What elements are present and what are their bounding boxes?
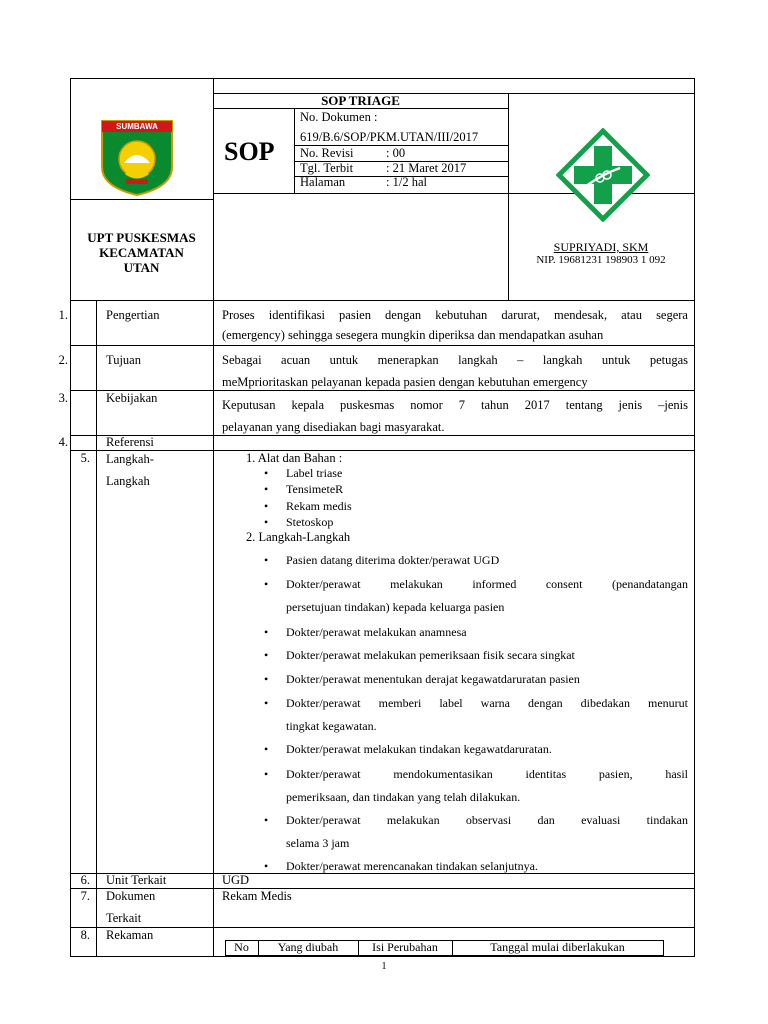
tujuan-line-2: meMprioritaskan pelayanan kepada pasien dengan kebutuhan emergency	[222, 375, 588, 389]
dokumen-terkait-label-1: Dokumen	[106, 889, 156, 903]
pengertian-line-1: Proses identifikasi pasien dengan kebutuhan darurat, mendesak, atau segera	[222, 308, 688, 322]
org-name-1: UPT PUSKESMAS	[87, 230, 196, 245]
step-item: • Pasien datang diterima dokter/perawat UGD	[286, 552, 499, 568]
revisi-value: : 00	[386, 146, 406, 160]
step-item: • Dokter/perawat melakukan observasi dan evaluasi tindakan	[286, 812, 688, 828]
step-item: • Dokter/perawat mendokumentasikan identitas pasien, hasil	[286, 766, 688, 782]
step-item-continued: persetujuan tindakan) kepada keluarga pasien	[286, 600, 505, 614]
step-item: • Dokter/perawat melakukan informed consent (penandatangan	[286, 576, 688, 592]
unit-terkait-label: Unit Terkait	[106, 873, 167, 887]
halaman-label: Halaman	[300, 175, 346, 189]
rekaman-col-tanggal: Tanggal mulai diberlakukan	[490, 940, 625, 954]
halaman-value: : 1/2 hal	[386, 175, 427, 189]
row-number: 3.	[58, 391, 68, 405]
sop-title: SOP TRIAGE	[321, 93, 400, 108]
doc-no-label: No. Dokumen :	[300, 110, 378, 124]
page-number: 1	[381, 961, 387, 972]
row-number: 5.	[80, 451, 90, 465]
row-number: 1.	[58, 308, 68, 322]
tujuan-line-1: Sebagai acuan untuk menerapkan langkah – langkah untuk petugas	[222, 353, 688, 367]
dokumen-terkait-label-2: Terkait	[106, 911, 142, 925]
step-item-continued: tingkat kegawatan.	[286, 719, 377, 733]
row-number: 2.	[58, 353, 68, 367]
step-item: • Dokter/perawat merencanakan tindakan selanjutnya.	[286, 858, 538, 874]
langkah-label-1: Langkah-	[106, 452, 154, 466]
tool-item: • Rekam medis	[286, 498, 352, 514]
revisi-label: No. Revisi	[300, 146, 354, 160]
pengertian-line-2: (emergency) sehingga sesegera mungkin diperiksa dan mendapatkan asuhan	[222, 328, 604, 342]
kebijakan-line-2: pelayanan yang disediakan bagi masyarakat.	[222, 420, 445, 434]
rekaman-label: Rekaman	[106, 928, 154, 942]
kebijakan-label: Kebijakan	[106, 391, 158, 405]
rekaman-col-no: No	[234, 940, 249, 954]
rekaman-col-yang-diubah: Yang diubah	[277, 940, 339, 954]
terbit-value: : 21 Maret 2017	[386, 161, 467, 175]
logo-text: SUMBAWA	[116, 122, 158, 131]
unit-terkait-value: UGD	[222, 873, 250, 887]
puskesmas-logo	[556, 128, 650, 222]
tujuan-label: Tujuan	[106, 353, 141, 367]
row-number: 7.	[80, 889, 90, 903]
step-item: • Dokter/perawat melakukan tindakan kegawatdaruratan.	[286, 741, 552, 757]
step-item: • Dokter/perawat melakukan anamnesa	[286, 624, 467, 640]
signer-name: SUPRIYADI, SKM	[553, 240, 649, 254]
step-item-continued: pemeriksaan, dan tindakan yang telah dilakukan.	[286, 790, 521, 804]
tool-item: • Label triase	[286, 465, 342, 481]
terbit-label: Tgl. Terbit	[300, 161, 354, 175]
langkah-label-2: Langkah	[106, 474, 150, 488]
row-number: 8.	[80, 928, 90, 942]
dokumen-terkait-value: Rekam Medis	[222, 889, 292, 903]
step-item: • Dokter/perawat menentukan derajat kegawatdaruratan pasien	[286, 671, 580, 687]
kebijakan-line-1: Keputusan kepala puskesmas nomor 7 tahun 2017 tentang jenis –jenis	[222, 398, 688, 412]
signer-nip: NIP. 19681231 198903 1 092	[536, 254, 666, 266]
doc-no-value: 619/B.6/SOP/PKM.UTAN/III/2017	[300, 130, 479, 144]
langkah-heading: 2. Langkah-Langkah	[246, 530, 351, 544]
alat-bahan-heading: 1. Alat dan Bahan :	[246, 451, 343, 465]
tool-item: • Stetoskop	[286, 514, 333, 530]
tool-item: • TensimeteR	[286, 481, 343, 497]
step-item: • Dokter/perawat melakukan pemeriksaan fisik secara singkat	[286, 647, 575, 663]
org-name-3: UTAN	[123, 260, 160, 275]
step-item: • Dokter/perawat memberi label warna dengan dibedakan menurut	[286, 695, 688, 711]
rekaman-col-isi-perubahan: Isi Perubahan	[372, 940, 438, 954]
org-name-2: KECAMATAN	[99, 245, 184, 260]
sop-label: SOP	[224, 137, 275, 166]
referensi-label: Referensi	[106, 435, 154, 449]
sumbawa-logo	[98, 117, 176, 197]
pengertian-label: Pengertian	[106, 308, 160, 322]
step-item-continued: selama 3 jam	[286, 836, 350, 850]
row-number: 6.	[80, 873, 90, 887]
row-number: 4.	[58, 435, 68, 449]
